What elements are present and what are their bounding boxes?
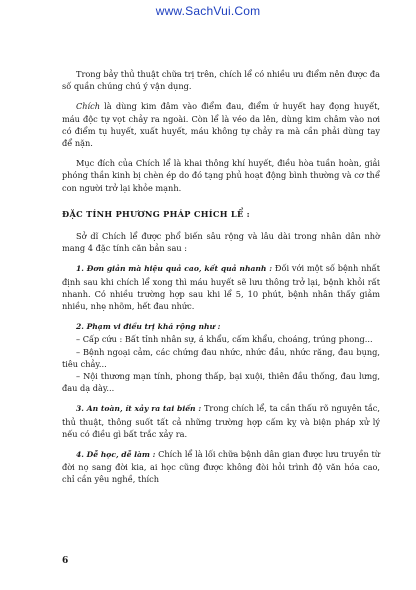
paragraph-intro: Trong bảy thủ thuật chữa trị trên, chích lể có nhiều ưu điểm nên được đa số quần chúng chú ý vận dụng.: [62, 69, 380, 92]
item-3: [62, 402, 380, 440]
document-body: [62, 68, 380, 486]
item-2-line-internal: – Nội thương mạn tính, phong thấp, bại xuội, thiên đầu thống, đau lưng, đau dạ dày...: [62, 371, 380, 394]
item-1-text: Đối với một số bệnh nhất định sau khi chích lể xong thì máu huyết sẽ lưu thông trở lại, bệnh khỏi rất nhanh. Có nhiều trường hợp sau khi lể 5, 10 phút, bệnh nhân thấy giảm nhiều, nhẹ nhõm, hết đau nhức.: [62, 263, 380, 312]
paragraph-chich-definition: [62, 100, 380, 149]
item-2-title: 2. Phạm vi điều trị khá rộng như :: [76, 322, 221, 332]
page-number: 6: [62, 556, 69, 566]
item-3-title: 3. An toàn, ít xảy ra tai biến :: [76, 404, 202, 414]
item-1-title: 1. Đơn giản mà hiệu quả cao, kết quả nhanh :: [76, 264, 273, 274]
section-heading: ĐẶC TÍNH PHƯƠNG PHÁP CHÍCH LỂ :: [62, 208, 250, 219]
item-4: [62, 448, 380, 486]
definition-text: là dùng kim đâm vào điểm đau, điểm ứ huyết hay đọng huyết, máu độc tự vọt chảy ra ngoài. Còn lể là véo da lên, dùng kim châm vào nơi có điểm tụ huyết, xuất huyết, máu không tự chảy ra mà cần phải dùng tay để nặn.: [62, 101, 380, 149]
item-1: [62, 262, 380, 312]
paragraph-purpose: Mục đích của Chích lể là khai thông khí huyết, điều hòa tuần hoàn, giải phóng thần kinh bị chèn ép do đó tạng phủ hoạt động bình thường và cơ thể con người trở lại khỏe mạnh.: [62, 158, 380, 193]
item-4-title: 4. Dễ học, dễ làm :: [76, 450, 156, 460]
item-2-line-external: – Bệnh ngoại cảm, các chứng đau nhức, nhức đầu, nhức răng, đau bụng, tiêu chảy...: [62, 346, 380, 369]
item-3-text: Trong chích lể, ta cần thấu rõ nguyên tắc, thủ thuật, thông suốt tất cả những trường hợp cấm kỵ và biện pháp xử lý nếu có điều gì bất trắc xảy ra.: [62, 403, 380, 439]
term-chich: Chích: [76, 101, 101, 112]
item-2-line-emergency: – Cấp cứu : Bất tỉnh nhân sự, á khẩu, cấm khẩu, choáng, trúng phong...: [76, 334, 373, 345]
site-watermark-header: www.SachVui.Com: [155, 4, 261, 18]
section-intro: Sở dĩ Chích lể được phổ biến sâu rộng và lâu dài trong nhân dân nhờ mang 4 đặc tính căn bản sau :: [62, 231, 380, 254]
item-4-text: Chích lể là lối chữa bệnh dân gian được lưu truyền từ đời nọ sang đời kia, ai học cũng được không đòi hỏi trình độ văn hóa cao, chỉ cần yêu nghề, thích: [62, 449, 381, 485]
